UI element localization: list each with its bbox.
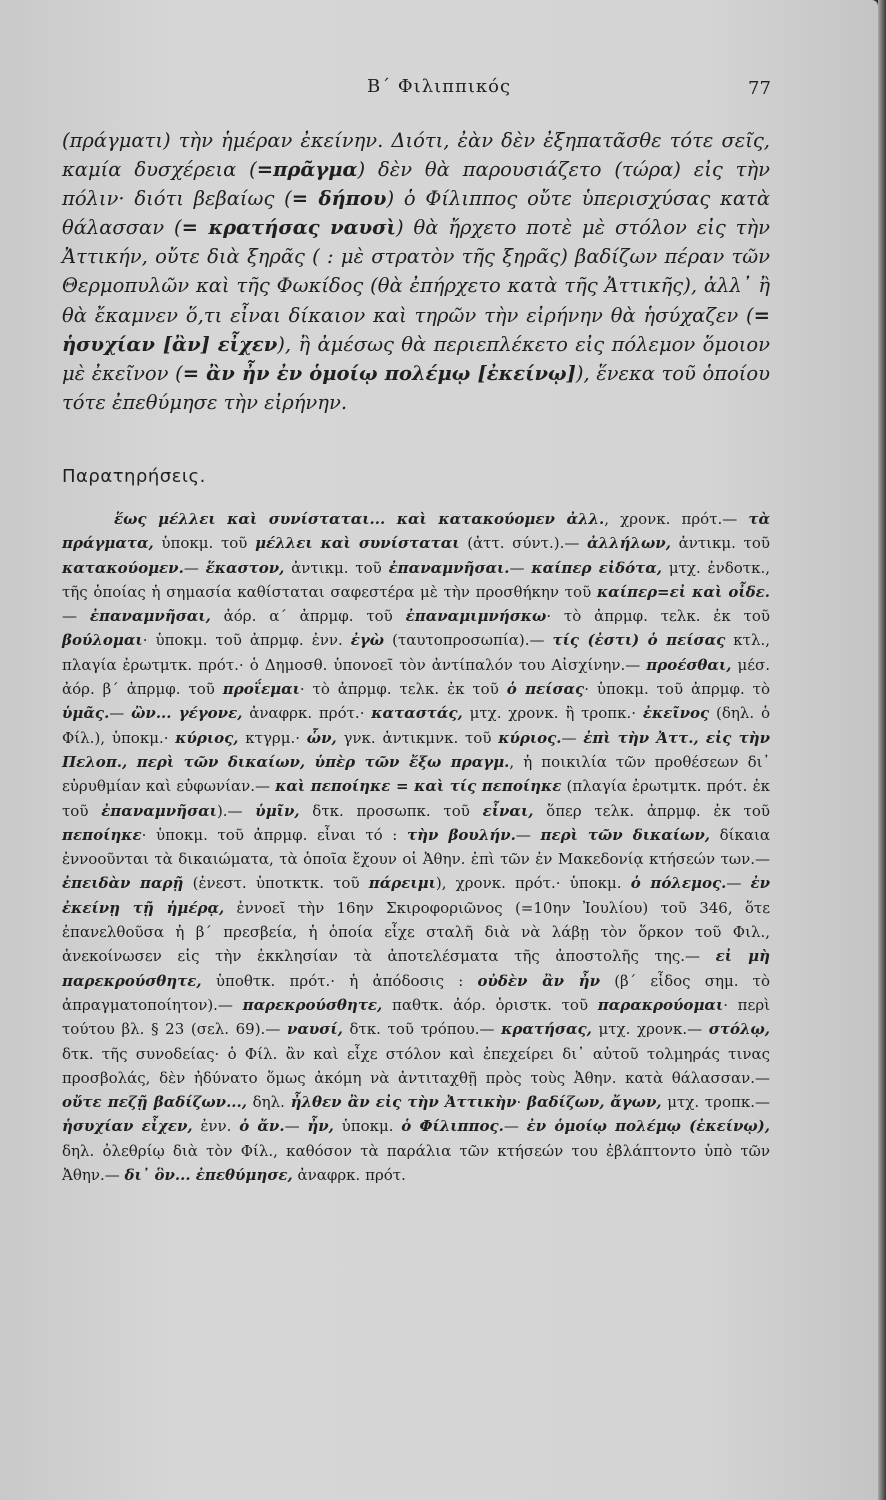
text-run: ) ὁ Φίλιππος οὔτε ὑπερισχύσας κατὰ θάλασσαν ( [62, 187, 771, 240]
text-run: (πράγματι) τὴν ἡμέραν ἐκείνην. Διότι, ἐὰν δὲν ἐξηπατᾶσθε τότε σεῖς, καμία δυσχέρεια ( [62, 129, 770, 182]
text-run: — [183, 558, 206, 577]
emphasized-term: ὁ Φίλιππος. [401, 1117, 504, 1136]
emphasized-term: καίπερ εἰδότα, [531, 558, 662, 577]
emphasized-term: ὁ πόλεμος. [630, 874, 727, 893]
emphasized-term: ἕκαστον, [205, 558, 285, 577]
emphasized-term: ὁ ἄν. [239, 1117, 285, 1136]
emphasized-term: βούλομαι [62, 631, 143, 650]
emphasized-term: ἐν ὁμοίῳ πολέμῳ (ἐκείνῳ), [526, 1117, 770, 1136]
text-run: — [561, 728, 584, 747]
emphasized-term: εἰ μὴ παρεκρούσθητε, [62, 947, 770, 990]
text-run: δηλ. ὀλεθρίῳ διὰ τὸν Φίλ., καθόσον τὰ παράλια τῶν κτήσεών του ἐβλάπτοντο ὑπὸ τῶν Ἀθην.— [62, 1141, 770, 1185]
text-run: ἀόρ. α΄ ἀπρμφ. τοῦ [210, 607, 406, 626]
text-run: · τὸ ἀπρμφ. τελκ. ἐκ τοῦ [299, 680, 507, 699]
text-run: (β΄ εἶδος σημ. τὸ ἀπραγματοποίητον).— [62, 971, 770, 1014]
text-run: — [515, 825, 541, 844]
emphasized-term: ἡσυχίαν εἶχεν, [62, 1117, 193, 1136]
text-run: ἀντικμ. τοῦ [670, 534, 770, 553]
emphasized-term: =πρᾶγμα [256, 158, 358, 182]
emphasized-term: κύριος. [498, 728, 562, 747]
emphasized-term: προέσθαι, [646, 655, 732, 674]
emphasized-term: = δήπου [291, 187, 387, 211]
section-heading: Παρατηρήσεις. [62, 466, 206, 487]
text-run: · ὑποκμ. τοῦ ἀπρμφ. εἶναι τό : [141, 825, 407, 844]
text-run: μτχ. χρονκ.— [591, 1020, 709, 1039]
text-run: ὑποκμ. [333, 1117, 402, 1136]
emphasized-term: ἄγων, [610, 1093, 662, 1112]
emphasized-term: μέλλει καὶ συνίσταται [255, 534, 460, 553]
text-run: ἐνν. [192, 1117, 240, 1136]
emphasized-term: ναυσί, [286, 1020, 343, 1039]
emphasized-term: ὧν, [306, 728, 337, 747]
text-run: δτκ. τῆς συνοδείας· ὁ Φίλ. ἂν καὶ εἶχε στόλον καὶ ἐπεχείρει δι᾽ αὐτοῦ τολμηράς τινας προσβολάς, δὲν ἠδύνατο ὅμως ἀκόμη νὰ ἀντιταχθῇ πρὸς τοὺς Ἀθην. κατὰ θάλασσαν.— [62, 1044, 770, 1087]
text-run: (ἐνεστ. ὑποτκτκ. τοῦ [183, 874, 369, 893]
emphasized-term: ἦλθεν ἂν εἰς τὴν Ἀττικὴν [290, 1093, 517, 1112]
text-run: — [284, 1117, 308, 1136]
emphasized-term: ἀλλήλων, [587, 534, 671, 553]
text-run: μτχ. χρονκ. ἢ τροπκ.· [462, 704, 643, 723]
text-run: ) δὲν θὰ παρουσιάζετο (τώρα) εἰς τὴν πόλιν· διότι βεβαίως ( [62, 158, 770, 211]
text-run: ὅπερ τελκ. ἀπρμφ. ἐκ τοῦ [533, 801, 771, 820]
page-number: 77 [748, 78, 771, 99]
text-run: κτγρμ.· [238, 728, 307, 747]
text-run: ), ἕνεκα τοῦ ὁποίου τότε ἐπεθύμησε τὴν εἰρήνην. [62, 361, 771, 414]
text-run: — [503, 1117, 527, 1136]
emphasized-term: ἐπαναμνῆσαι, [89, 607, 211, 626]
text-run: παθτκ. ἀόρ. ὁριστκ. τοῦ [382, 995, 598, 1014]
text-run: γνκ. ἀντικμνκ. τοῦ [336, 728, 499, 747]
translation-paragraph [62, 126, 770, 417]
emphasized-term: τὴν βουλήν. [406, 825, 516, 844]
emphasized-term: ἐπαναμιμνήσκω [405, 607, 547, 626]
emphasized-term: παρεκρούσθητε, [242, 995, 383, 1014]
emphasized-term: ἐκεῖνος [642, 704, 710, 723]
text-run: ), ἢ ἀμέσως θὰ περιεπλέκετο εἰς πόλεμον ὅμοιον μὲ ἐκεῖνον ( [62, 332, 770, 385]
emphasized-term: εἶναι, [482, 801, 534, 820]
text-run: — [509, 558, 532, 577]
text-run: · περὶ τούτου βλ. § 23 (σελ. 69).— [62, 995, 771, 1039]
emphasized-term: περὶ τῶν δικαίων, [540, 825, 710, 844]
emphasized-term: οὔτε πεζῇ βαδίζων..., [62, 1093, 247, 1112]
text-run: μτχ. τροπκ.— [661, 1093, 770, 1112]
emphasized-term: πεποίηκε [62, 825, 142, 844]
text-run: ὑποκμ. τοῦ [153, 534, 256, 553]
text-run: ).— [216, 801, 256, 820]
text-run: δτκ. προσωπκ. τοῦ [299, 801, 483, 820]
emphasized-term: οὐδὲν ἂν ἦν [477, 971, 600, 990]
text-run: (δηλ. ὁ Φίλ.), ὑποκμ.· [62, 704, 770, 747]
emphasized-term: δι᾽ ὃν... ἐπεθύμησε, [124, 1166, 293, 1185]
emphasized-term: ἐπαναμνῆσαι [101, 801, 217, 820]
emphasized-term: πάρειμι [368, 874, 436, 893]
notes-paragraph [62, 507, 770, 1187]
text-run: — [109, 704, 132, 723]
text-run: (ταυτοπροσωπία).— [384, 631, 553, 650]
running-head: Β΄ Φιλιππικός [366, 76, 512, 97]
text-run: κτλ., πλαγία ἐρωτμτκ. πρότ.· ὁ Δημοσθ. ὑπονοεῖ τὸν ἀντίπαλόν του Αἰσχίνην.— [62, 631, 770, 674]
text-run: (ἀττ. σύντ.).— [459, 534, 587, 553]
text-run: · τὸ ἀπρμφ. τελκ. ἐκ τοῦ [546, 607, 770, 626]
emphasized-term: καὶ πεποίηκε = καὶ τίς πεποίηκε [275, 777, 562, 796]
text-run: δτκ. τοῦ τρόπου.— [342, 1020, 502, 1039]
emphasized-term: καίπερ=εἰ καὶ οἶδε. [596, 582, 770, 601]
text-run: — [62, 607, 90, 626]
text-run: , χρονκ. πρότ.— [604, 510, 749, 528]
emphasized-term: = ἂν ἦν ἐν ὁμοίῳ πολέμῳ [ἐκείνῳ] [182, 361, 576, 385]
text-run: μτχ. ἐνδοτκ., τῆς ὁποίας ἡ σημασία καθίσταται σαφεστέρα μὲ τὴν προσθήκην τοῦ [62, 558, 770, 601]
text-run: · ὑποκμ. τοῦ ἀπρμφ. ἐνν. [142, 631, 351, 650]
text-run: ἀναφρκ. πρότ.· [242, 704, 372, 723]
emphasized-term: ἐπὶ τὴν Ἀττ., εἰς τὴν Πελοπ., περὶ τῶν δικαίων, ὑπὲρ τῶν ἔξω πραγμ. [62, 728, 771, 771]
text-run: ὑποθτκ. πρότ.· ἡ ἀπόδοσις : [201, 971, 478, 990]
emphasized-term: τὰ πράγματα, [62, 510, 771, 553]
emphasized-term: ἦν, [307, 1117, 334, 1136]
emphasized-term: κύριος, [175, 728, 239, 747]
emphasized-term: ἐν ἐκείνῃ τῇ ἡμέρᾳ, [62, 874, 770, 917]
emphasized-term: ἐγὼ [350, 631, 385, 650]
page-edge [878, 0, 886, 1500]
emphasized-term: ἕως μέλλει καὶ συνίσταται... καὶ κατακούομεν ἀλλ. [114, 510, 605, 528]
emphasized-term: παρακρούομαι [597, 995, 724, 1014]
emphasized-term: ἐπειδὰν παρῇ [62, 874, 184, 893]
text-run: ), χρονκ. πρότ.· ὑποκμ. [435, 874, 631, 893]
text-run: ἐννοεῖ τὴν 16ην Σκιροφοριῶνος (=10ην Ἰουλίου) τοῦ 346, ὅτε ἐπανελθοῦσα ἡ β΄ πρεσβεία, ἡ ὁποία εἶχε σταλῆ διὰ νὰ λάβῃ τὸν ὅρκον τοῦ Φιλ., ἀνεκοίνωσεν εἰς τὴν ἐκκλησίαν τὰ ἀποτελέσματα τῆς ἀποστολῆς της.— [62, 898, 770, 966]
text-run: ἀναφρκ. πρότ. [292, 1166, 406, 1185]
emphasized-term: κρατήσας, [501, 1020, 592, 1039]
emphasized-term: ὑμᾶς. [62, 704, 110, 723]
emphasized-term: τίς (ἐστι) ὁ πείσας [552, 631, 726, 650]
text-run: ἀντικμ. τοῦ [284, 558, 389, 577]
text-run: ) θὰ ἤρχετο ποτὲ μὲ στόλον εἰς τὴν Ἀττικήν, οὔτε διὰ ξηρᾶς ( : μὲ στρατὸν τῆς ξηρᾶς) βαδίζων πέραν τῶν Θερμοπυλῶν καὶ τῆς Φωκίδος (θὰ ἐπήρχετο κατὰ τῆς Ἀττικῆς), ἀλλ᾽ ἢ θὰ ἔκαμνεν ὅ,τι εἶναι δίκαιον καὶ τηρῶν τὴν εἰρήνην θὰ ἡσύχαζεν ( [62, 216, 770, 327]
text-run: · [516, 1093, 527, 1112]
emphasized-term: ὑμῖν, [255, 801, 300, 820]
text-run: μέσ. ἀόρ. β΄ ἀπρμφ. τοῦ [62, 655, 771, 699]
emphasized-term: = κρατήσας ναυσὶ [181, 216, 396, 240]
emphasized-term: ἐπαναμνῆσαι. [388, 558, 510, 577]
emphasized-term: ὢν... γέγονε, [131, 704, 243, 723]
text-run: · ὑποκμ. τοῦ ἀπρμφ. τὸ [584, 680, 771, 699]
emphasized-term: = ἡσυχίαν [ἂν] εἶχεν [62, 303, 770, 356]
text-run: — [726, 874, 751, 893]
text-run: δίκαια ἐννοοῦνται τὰ δικαιώματα, τὰ ὁποῖα ἔχουν οἱ Ἀθην. ἐπὶ τῶν ἐν Μακεδονίᾳ κτήσεών των.— [62, 825, 771, 869]
emphasized-term: προΐεμαι [222, 680, 300, 699]
emphasized-term: καταστάς, [371, 704, 463, 723]
emphasized-term: ὁ πείσας [506, 680, 585, 699]
emphasized-term: κατακούομεν. [62, 558, 184, 577]
text-run: (πλαγία ἐρωτμτκ. πρότ. ἐκ τοῦ [62, 777, 770, 820]
emphasized-term: βαδίζων, [526, 1093, 605, 1112]
emphasized-term: στόλῳ, [708, 1020, 770, 1039]
text-run: , ἡ ποικιλία τῶν προθέσεων δι᾽ εὐρυθμίαν καὶ εὐφωνίαν.— [62, 752, 770, 796]
text-run: δηλ. [246, 1093, 291, 1112]
